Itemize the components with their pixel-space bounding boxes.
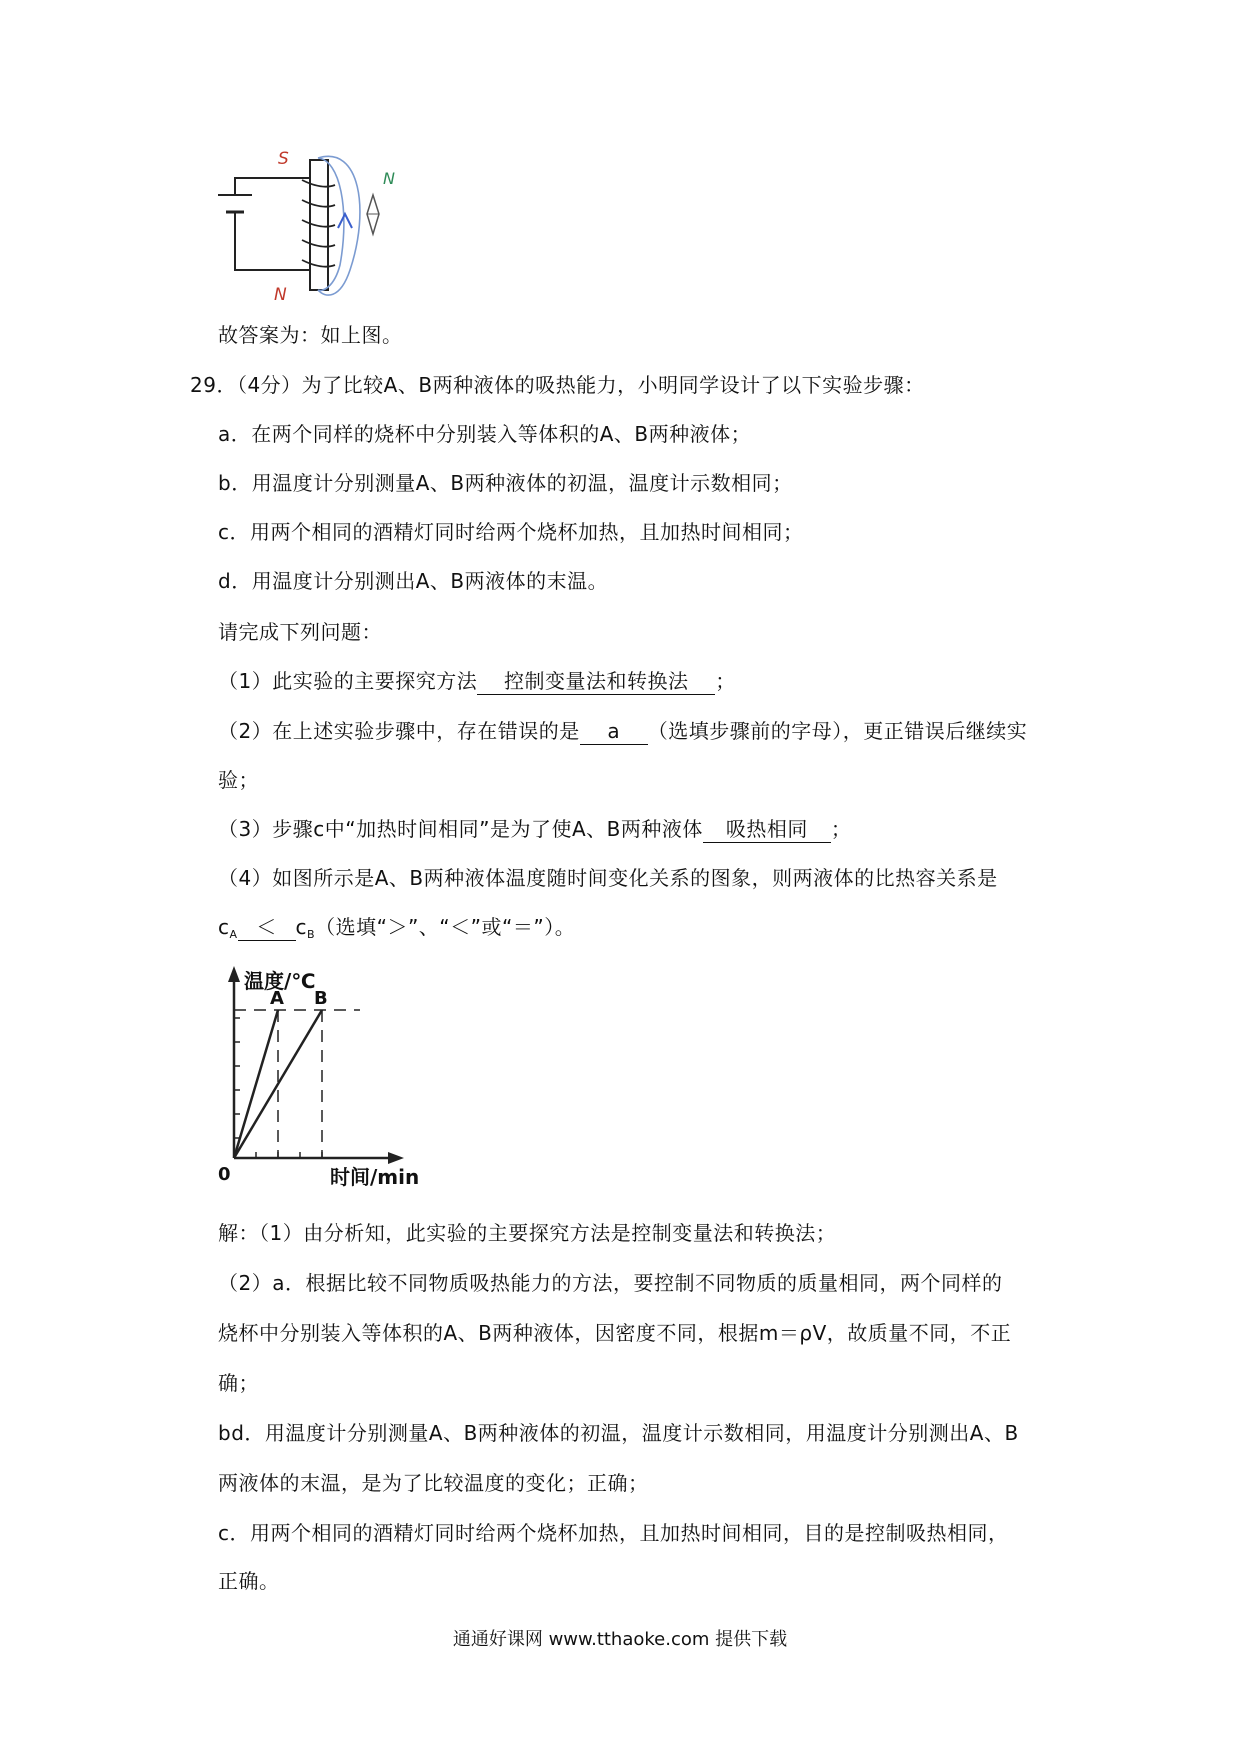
q3-answer-blank: 吸热相同 <box>703 816 831 843</box>
q1-answer-blank: 控制变量法和转换法 <box>477 668 715 695</box>
ca-symbol: c <box>218 915 230 939</box>
cb-symbol: c <box>295 915 308 939</box>
q3-prefix: （3）步骤c中“加热时间相同”是为了使A、B两种液体 <box>218 817 703 841</box>
ca-subscript: A <box>229 928 238 941</box>
temperature-time-graph <box>220 958 450 1198</box>
solution-line-7: c．用两个相同的酒精灯同时给两个烧杯加热，且加热时间相同，目的是控制吸热相同， <box>218 1521 1009 1545</box>
step-c: c．用两个相同的酒精灯同时给两个烧杯加热，且加热时间相同； <box>218 520 804 544</box>
label-b: B <box>314 988 328 1009</box>
step-a: a．在两个同样的烧杯中分别装入等体积的A、B两种液体； <box>218 422 752 446</box>
solution-line-3: 烧杯中分别装入等体积的A、B两种液体，因密度不同，根据m＝ρV，故质量不同，不正 <box>218 1321 1012 1345</box>
question-intro: 29．（4分）为了比较A、B两种液体的吸热能力，小明同学设计了以下实验步骤： <box>190 373 925 397</box>
question-2-cont: 验； <box>218 768 259 792</box>
footer-watermark: 通通好课网 www.tthaoke.com 提供下载 <box>452 1629 788 1650</box>
origin-label: 0 <box>218 1164 231 1185</box>
battery-icon <box>218 195 252 212</box>
q3-suffix: ； <box>830 817 852 841</box>
q4-answer-blank: ＜ <box>238 914 296 941</box>
field-arrow-icon <box>338 214 352 228</box>
q1-prefix: （1）此实验的主要探究方法 <box>218 669 478 693</box>
y-axis-label: 温度/℃ <box>244 969 316 993</box>
solution-line-5: bd．用温度计分别测量A、B两种液体的初温，温度计示数相同，用温度计分别测出A、B <box>218 1421 1019 1445</box>
q2-prefix: （2）在上述实验步骤中，存在错误的是 <box>218 719 580 743</box>
circuit-wires <box>235 178 310 270</box>
q2-suffix: （选填步骤前的字母），更正错误后继续实 <box>647 719 1028 743</box>
step-b: b．用温度计分别测量A、B两种液体的初温，温度计示数相同； <box>218 471 793 495</box>
y-axis-arrow-icon <box>228 966 240 982</box>
question-3 <box>218 814 851 844</box>
step-d: d．用温度计分别测出A、B两液体的末温。 <box>218 569 609 593</box>
answer-line: 故答案为：如上图。 <box>218 323 403 347</box>
question-1 <box>218 666 736 696</box>
cb-subscript: B <box>307 928 316 941</box>
x-axis-arrow-icon <box>388 1152 404 1164</box>
question-4-line2 <box>218 912 575 950</box>
question-2 <box>218 716 1027 746</box>
circuit-figure <box>210 150 450 315</box>
solution-line-1: 解：（1）由分析知，此实验的主要探究方法是控制变量法和转换法； <box>218 1221 837 1245</box>
line-a <box>234 1010 278 1158</box>
question-prompt: 请完成下列问题： <box>218 620 382 644</box>
q2-answer-blank: a <box>580 718 648 745</box>
x-axis-label: 时间/min <box>330 1165 420 1189</box>
compass-pole-label: N <box>383 169 395 188</box>
solution-line-6: 两液体的末温，是为了比较温度的变化；正确； <box>218 1471 649 1495</box>
q1-suffix: ； <box>715 669 736 693</box>
pole-bottom-label: N <box>274 285 287 305</box>
label-a: A <box>270 988 284 1009</box>
question-4-line1: （4）如图所示是A、B两种液体温度随时间变化关系的图象，则两液体的比热容关系是 <box>218 866 998 890</box>
pole-top-label: S <box>278 149 289 169</box>
solution-line-8: 正确。 <box>218 1569 280 1593</box>
solution-line-2: （2）a．根据比较不同物质吸热能力的方法，要控制不同物质的质量相同，两个同样的 <box>218 1271 1003 1295</box>
solution-line-4: 确； <box>218 1371 259 1395</box>
q4-suffix: （选填“＞”、“＜”或“＝”）。 <box>315 915 576 939</box>
